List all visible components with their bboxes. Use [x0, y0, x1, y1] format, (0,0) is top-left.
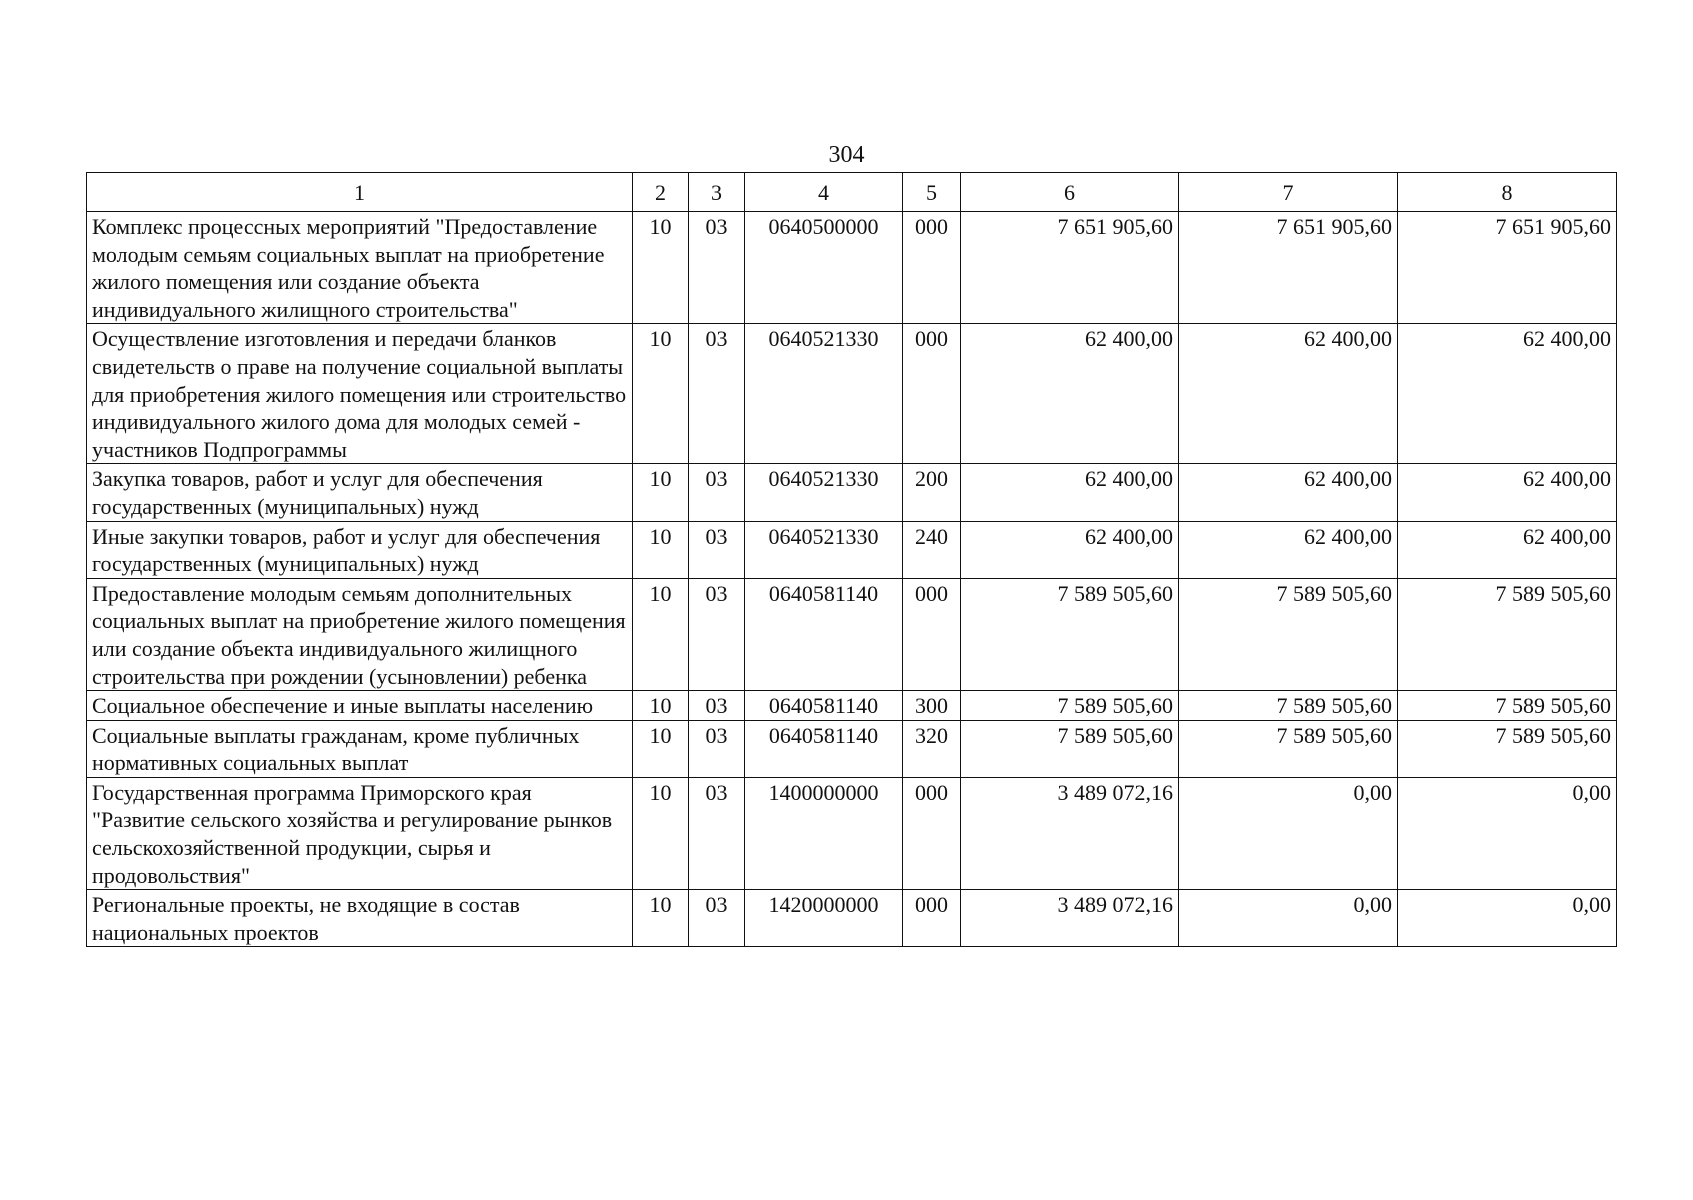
target-code: 1420000000: [745, 890, 903, 947]
amount-col7: 7 651 905,60: [1179, 212, 1398, 324]
row-name: Иные закупки товаров, работ и услуг для обеспечения государственных (муниципальных) нужд: [87, 521, 633, 578]
row-name: Осуществление изготовления и передачи бланков свидетельств о праве на получение социальной выплаты для приобретения жилого помещения или строительство индивидуального жилого дома для молодых семей - участников Подпрограммы: [87, 324, 633, 464]
target-code: 0640581140: [745, 691, 903, 721]
row-name: Государственная программа Приморского края "Развитие сельского хозяйства и регулирование рынков сельскохозяйственной продукции, сырья и продовольствия": [87, 777, 633, 889]
amount-col8: 7 589 505,60: [1398, 578, 1617, 690]
amount-col7: 0,00: [1179, 890, 1398, 947]
subsection-code: 03: [689, 212, 745, 324]
row-name: Комплекс процессных мероприятий "Предоставление молодым семьям социальных выплат на приобретение жилого помещения или создание объекта индивидуального жилищного строительства": [87, 212, 633, 324]
section-code: 10: [633, 890, 689, 947]
target-code: 0640500000: [745, 212, 903, 324]
amount-col7: 62 400,00: [1179, 324, 1398, 464]
column-header: 2: [633, 173, 689, 212]
section-code: 10: [633, 691, 689, 721]
amount-col6: 7 589 505,60: [961, 578, 1179, 690]
amount-col7: 62 400,00: [1179, 521, 1398, 578]
section-code: 10: [633, 521, 689, 578]
amount-col8: 62 400,00: [1398, 464, 1617, 521]
column-header: 8: [1398, 173, 1617, 212]
amount-col8: 7 589 505,60: [1398, 691, 1617, 721]
amount-col7: 7 589 505,60: [1179, 691, 1398, 721]
budget-table: [86, 172, 1617, 947]
table-row: [87, 464, 1617, 521]
expense-type-code: 000: [903, 890, 961, 947]
table-row: [87, 890, 1617, 947]
page-number: 304: [828, 142, 865, 168]
table-row: [87, 691, 1617, 721]
amount-col6: 7 589 505,60: [961, 720, 1179, 777]
amount-col7: 7 589 505,60: [1179, 720, 1398, 777]
subsection-code: 03: [689, 691, 745, 721]
target-code: 0640521330: [745, 324, 903, 464]
column-header: 7: [1179, 173, 1398, 212]
subsection-code: 03: [689, 890, 745, 947]
section-code: 10: [633, 464, 689, 521]
amount-col7: 7 589 505,60: [1179, 578, 1398, 690]
section-code: 10: [633, 720, 689, 777]
amount-col8: 0,00: [1398, 777, 1617, 889]
table-row: [87, 324, 1617, 464]
subsection-code: 03: [689, 521, 745, 578]
amount-col6: 62 400,00: [961, 464, 1179, 521]
amount-col6: 62 400,00: [961, 324, 1179, 464]
amount-col6: 7 589 505,60: [961, 691, 1179, 721]
expense-type-code: 200: [903, 464, 961, 521]
row-name: Предоставление молодым семьям дополнительных социальных выплат на приобретение жилого помещения или создание объекта индивидуального жилищного строительства при рождении (усыновлении) ребенка: [87, 578, 633, 690]
subsection-code: 03: [689, 324, 745, 464]
row-name: Региональные проекты, не входящие в состав национальных проектов: [87, 890, 633, 947]
amount-col8: 7 589 505,60: [1398, 720, 1617, 777]
table-row: [87, 720, 1617, 777]
amount-col7: 0,00: [1179, 777, 1398, 889]
subsection-code: 03: [689, 720, 745, 777]
section-code: 10: [633, 777, 689, 889]
column-header: 6: [961, 173, 1179, 212]
target-code: 0640581140: [745, 578, 903, 690]
subsection-code: 03: [689, 464, 745, 521]
subsection-code: 03: [689, 578, 745, 690]
row-name: Социальные выплаты гражданам, кроме публичных нормативных социальных выплат: [87, 720, 633, 777]
expense-type-code: 300: [903, 691, 961, 721]
amount-col7: 62 400,00: [1179, 464, 1398, 521]
column-header: 5: [903, 173, 961, 212]
expense-type-code: 000: [903, 578, 961, 690]
amount-col6: 62 400,00: [961, 521, 1179, 578]
target-code: 1400000000: [745, 777, 903, 889]
amount-col8: 62 400,00: [1398, 521, 1617, 578]
target-code: 0640581140: [745, 720, 903, 777]
section-code: 10: [633, 578, 689, 690]
expense-type-code: 240: [903, 521, 961, 578]
target-code: 0640521330: [745, 521, 903, 578]
amount-col8: 0,00: [1398, 890, 1617, 947]
table-row: [87, 212, 1617, 324]
expense-type-code: 000: [903, 324, 961, 464]
column-header: 4: [745, 173, 903, 212]
column-header: 3: [689, 173, 745, 212]
table-row: [87, 521, 1617, 578]
amount-col8: 62 400,00: [1398, 324, 1617, 464]
table-row: [87, 578, 1617, 690]
target-code: 0640521330: [745, 464, 903, 521]
row-name: Закупка товаров, работ и услуг для обеспечения государственных (муниципальных) нужд: [87, 464, 633, 521]
subsection-code: 03: [689, 777, 745, 889]
section-code: 10: [633, 324, 689, 464]
amount-col6: 3 489 072,16: [961, 890, 1179, 947]
row-name: Социальное обеспечение и иные выплаты населению: [87, 691, 633, 721]
expense-type-code: 000: [903, 212, 961, 324]
amount-col6: 3 489 072,16: [961, 777, 1179, 889]
expense-type-code: 320: [903, 720, 961, 777]
header-row: [87, 173, 1617, 212]
section-code: 10: [633, 212, 689, 324]
amount-col8: 7 651 905,60: [1398, 212, 1617, 324]
expense-type-code: 000: [903, 777, 961, 889]
amount-col6: 7 651 905,60: [961, 212, 1179, 324]
table-row: [87, 777, 1617, 889]
column-header: 1: [87, 173, 633, 212]
